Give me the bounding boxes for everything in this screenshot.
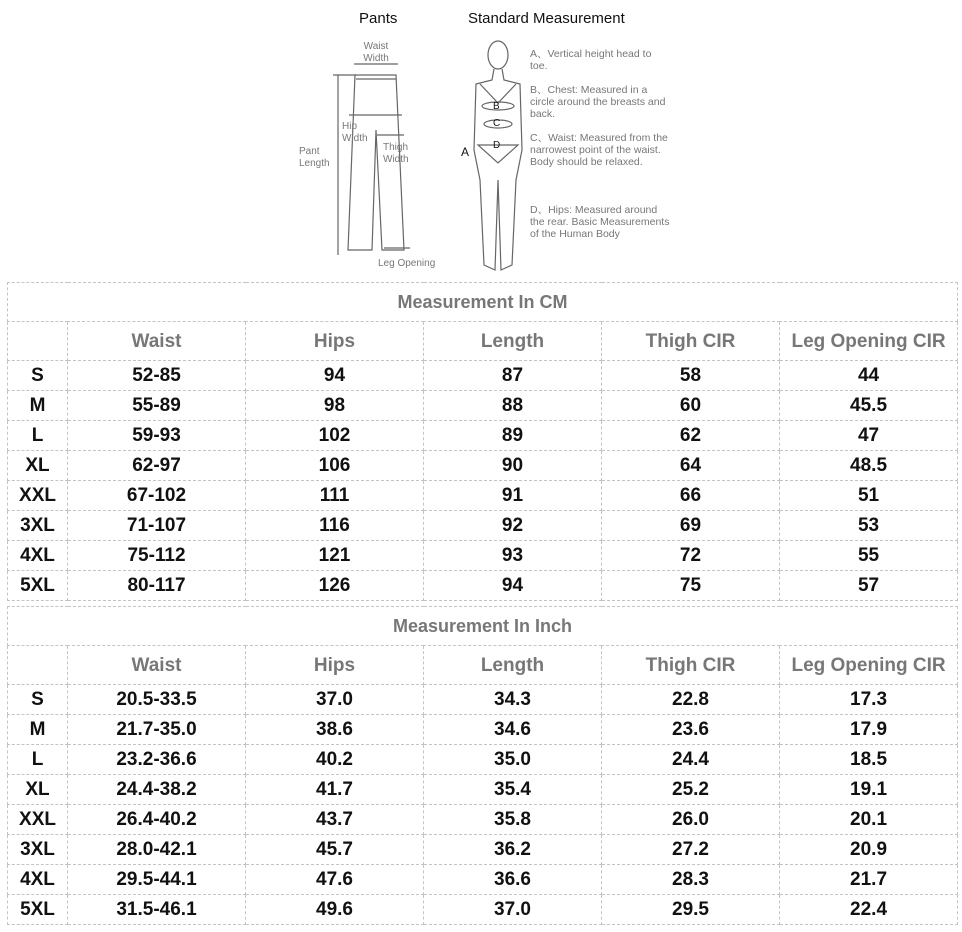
table-cell: 67-102: [68, 481, 246, 511]
table-cell: 45.7: [246, 835, 424, 865]
table-cell: 35.4: [424, 775, 602, 805]
table-cell: 24.4: [602, 745, 780, 775]
table-cell: 62-97: [68, 451, 246, 481]
mark-a: A: [461, 145, 470, 159]
table-row: [8, 361, 958, 391]
table-cell: 48.5: [780, 451, 958, 481]
table-cell: 36.6: [424, 865, 602, 895]
column-header: Leg Opening CIR: [780, 322, 958, 361]
table-title-row: [8, 607, 958, 646]
table-cell: 44: [780, 361, 958, 391]
table-row: [8, 571, 958, 601]
table-cell: 111: [246, 481, 424, 511]
table-cell: 49.6: [246, 895, 424, 925]
table-row: [8, 775, 958, 805]
table-cell: 38.6: [246, 715, 424, 745]
size-label: XL: [8, 775, 68, 805]
column-header: [8, 646, 68, 685]
table-row: [8, 865, 958, 895]
table-cell: 23.6: [602, 715, 780, 745]
table-cell: 17.3: [780, 685, 958, 715]
table-cell: 88: [424, 391, 602, 421]
table-cell: 116: [246, 511, 424, 541]
table-cell: 60: [602, 391, 780, 421]
waist-width-label: Waist Width: [363, 41, 389, 64]
table-cell: 20.1: [780, 805, 958, 835]
table-header-row: [8, 322, 958, 361]
table-cell: 34.6: [424, 715, 602, 745]
column-header: [8, 322, 68, 361]
size-label: 5XL: [8, 895, 68, 925]
table-cell: 43.7: [246, 805, 424, 835]
mark-c: C: [493, 118, 501, 129]
column-header: Thigh CIR: [602, 322, 780, 361]
table-row: [8, 391, 958, 421]
table-cell: 19.1: [780, 775, 958, 805]
table-cell: 75: [602, 571, 780, 601]
table-cell: 90: [424, 451, 602, 481]
pant-length-label: Pant Length: [299, 146, 330, 169]
table-cell: 35.0: [424, 745, 602, 775]
size-label: L: [8, 745, 68, 775]
table-cell: 93: [424, 541, 602, 571]
table-cell: 37.0: [246, 685, 424, 715]
table-cell: 23.2-36.6: [68, 745, 246, 775]
table-cell: 18.5: [780, 745, 958, 775]
note-c: C、Waist: Measured from the narrowest point of the waist. Body should be relaxed.: [530, 132, 668, 168]
mark-b: B: [493, 101, 500, 112]
column-header: Hips: [246, 646, 424, 685]
table-cell: 66: [602, 481, 780, 511]
table-cell: 28.0-42.1: [68, 835, 246, 865]
table-row: [8, 421, 958, 451]
table-cell: 121: [246, 541, 424, 571]
table-cell: 27.2: [602, 835, 780, 865]
table-cell: 20.5-33.5: [68, 685, 246, 715]
table-header-row: [8, 646, 958, 685]
size-label: S: [8, 361, 68, 391]
table-cell: 22.8: [602, 685, 780, 715]
table-row: [8, 481, 958, 511]
table-row: [8, 541, 958, 571]
size-label: S: [8, 685, 68, 715]
table-cell: 57: [780, 571, 958, 601]
hip-width-label: Hip Width: [342, 121, 368, 144]
table-cell: 62: [602, 421, 780, 451]
table-row: [8, 715, 958, 745]
column-header: Length: [424, 322, 602, 361]
table-cell: 41.7: [246, 775, 424, 805]
size-label: 3XL: [8, 835, 68, 865]
table-cell: 92: [424, 511, 602, 541]
table-cell: 64: [602, 451, 780, 481]
table-title-row: [8, 283, 958, 322]
table-cell: 102: [246, 421, 424, 451]
table-cell: 72: [602, 541, 780, 571]
table-cell: 53: [780, 511, 958, 541]
table-cell: 29.5-44.1: [68, 865, 246, 895]
size-label: L: [8, 421, 68, 451]
inch-size-table: [7, 606, 958, 925]
table-cell: 58: [602, 361, 780, 391]
table-cell: 91: [424, 481, 602, 511]
size-label: M: [8, 391, 68, 421]
table-cell: 34.3: [424, 685, 602, 715]
table-cell: 126: [246, 571, 424, 601]
column-header: Thigh CIR: [602, 646, 780, 685]
size-label: XL: [8, 451, 68, 481]
table-cell: 55: [780, 541, 958, 571]
table-cell: 94: [246, 361, 424, 391]
column-header: Waist: [68, 322, 246, 361]
table-cell: 37.0: [424, 895, 602, 925]
mark-d: D: [493, 140, 501, 151]
table-cell: 98: [246, 391, 424, 421]
table-cell: 35.8: [424, 805, 602, 835]
column-header: Length: [424, 646, 602, 685]
table-cell: 87: [424, 361, 602, 391]
table-row: [8, 805, 958, 835]
table-cell: 94: [424, 571, 602, 601]
table-cell: 69: [602, 511, 780, 541]
column-header: Leg Opening CIR: [780, 646, 958, 685]
size-label: 5XL: [8, 571, 68, 601]
pants-title: Pants: [359, 10, 398, 27]
table-cell: 20.9: [780, 835, 958, 865]
standard-measurement-title: Standard Measurement: [468, 10, 625, 27]
column-header: Waist: [68, 646, 246, 685]
table-row: [8, 511, 958, 541]
note-d: D、Hips: Measured around the rear. Basic Measurements of the Human Body: [530, 204, 670, 240]
table-cell: 24.4-38.2: [68, 775, 246, 805]
table-cell: 17.9: [780, 715, 958, 745]
table-row: [8, 835, 958, 865]
table-row: [8, 451, 958, 481]
table-cell: 71-107: [68, 511, 246, 541]
table-cell: 52-85: [68, 361, 246, 391]
measurement-diagram: [290, 0, 690, 280]
table-row: [8, 895, 958, 925]
note-a: A、Vertical height head to toe.: [530, 48, 652, 72]
table-cell: 26.4-40.2: [68, 805, 246, 835]
table-row: [8, 745, 958, 775]
table-cell: 51: [780, 481, 958, 511]
table-cell: 21.7: [780, 865, 958, 895]
note-b: B、Chest: Measured in a circle around the breasts and back.: [530, 84, 666, 120]
column-header: Hips: [246, 322, 424, 361]
table-title: Measurement In CM: [8, 283, 958, 322]
table-cell: 22.4: [780, 895, 958, 925]
table-cell: 47.6: [246, 865, 424, 895]
table-cell: 59-93: [68, 421, 246, 451]
size-label: M: [8, 715, 68, 745]
table-cell: 47: [780, 421, 958, 451]
table-cell: 106: [246, 451, 424, 481]
table-cell: 40.2: [246, 745, 424, 775]
table-cell: 55-89: [68, 391, 246, 421]
cm-size-table: [7, 282, 958, 601]
table-cell: 21.7-35.0: [68, 715, 246, 745]
table-title: Measurement In Inch: [8, 607, 958, 646]
table-cell: 75-112: [68, 541, 246, 571]
table-cell: 25.2: [602, 775, 780, 805]
size-label: 3XL: [8, 511, 68, 541]
table-row: [8, 685, 958, 715]
table-cell: 80-117: [68, 571, 246, 601]
table-cell: 45.5: [780, 391, 958, 421]
size-label: 4XL: [8, 865, 68, 895]
table-cell: 36.2: [424, 835, 602, 865]
leg-opening-label: Leg Opening: [378, 258, 436, 269]
table-cell: 29.5: [602, 895, 780, 925]
table-cell: 28.3: [602, 865, 780, 895]
thigh-width-label: Thigh Width: [383, 142, 409, 165]
size-label: XXL: [8, 481, 68, 511]
table-cell: 31.5-46.1: [68, 895, 246, 925]
table-cell: 26.0: [602, 805, 780, 835]
size-label: 4XL: [8, 541, 68, 571]
size-label: XXL: [8, 805, 68, 835]
table-cell: 89: [424, 421, 602, 451]
